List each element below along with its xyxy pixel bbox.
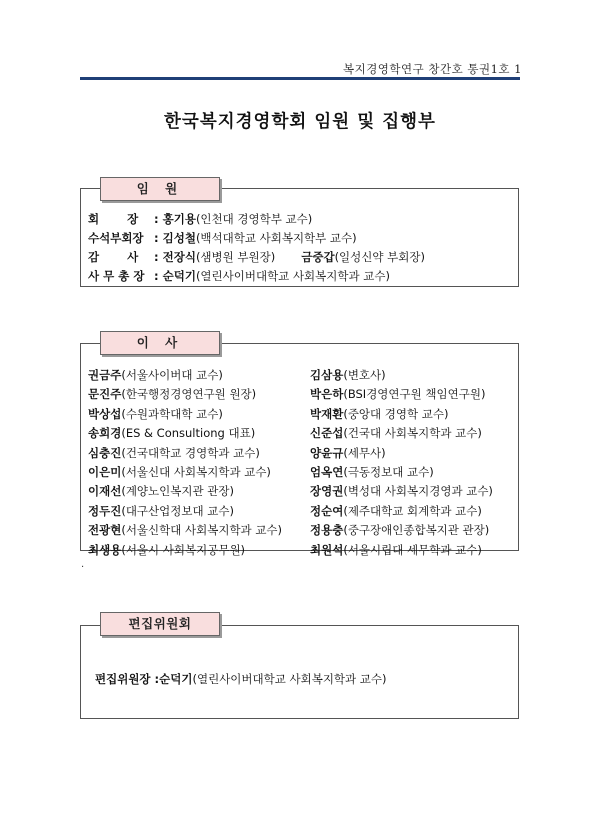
editorial-affiliation: (열린사이버대학교 사회복지학과 교수) (192, 672, 387, 686)
director-row (88, 502, 234, 520)
director-row (88, 366, 223, 384)
director-affiliation: (한국행정경영연구원 원장) (121, 387, 257, 402)
director-affiliation: (계양노인복지관 관장) (121, 484, 234, 499)
director-name: 박상섭 (88, 406, 122, 421)
editorial-label: 편집위원회 (100, 612, 220, 636)
director-row (88, 521, 282, 539)
director-affiliation: (BSI경영연구원 책임연구원) (343, 387, 486, 402)
officer-role: 감 사 (88, 250, 139, 264)
officer-affiliation: (샘병원 부원장) (195, 250, 276, 264)
director-affiliation: (서울시 사회복지공무원) (121, 542, 246, 557)
director-affiliation: (세무사) (343, 445, 386, 460)
director-row (88, 463, 271, 481)
director-name: 문진주 (88, 387, 122, 402)
officer-name: 순덕기 (162, 269, 196, 283)
header-rule (80, 77, 520, 80)
officer-row-secretary-general: 사 무 총 장 : 순덕기(열린사이버대학교 사회복지학과 교수) (88, 269, 390, 283)
director-row (88, 424, 255, 442)
director-name: 엄옥연 (310, 465, 344, 479)
director-affiliation: (제주대학교 회계학과 교수) (343, 503, 482, 518)
stray-mark: . (81, 559, 85, 570)
director-row (88, 385, 256, 403)
director-row (310, 463, 434, 481)
director-row (88, 405, 223, 423)
director-affiliation: (중구장애인종합복지관 관장) (343, 523, 490, 538)
director-affiliation: (건국대학교 경영학과 교수) (121, 445, 260, 460)
director-row (310, 541, 482, 559)
director-name: 김삼용 (310, 368, 344, 382)
director-row (310, 521, 489, 539)
director-name: 이은미 (88, 465, 122, 479)
director-affiliation: (건국대 사회복지학과 교수) (343, 426, 482, 441)
director-affiliation: (서울시립대 세무학과 교수) (343, 542, 482, 557)
director-affiliation: (중앙대 경영학 교수) (343, 406, 449, 421)
director-affiliation: (수원과학대학 교수) (121, 406, 223, 421)
officer-name: 김성철 (162, 231, 196, 245)
director-affiliation: (서울신학대 사회복지학과 교수) (121, 523, 283, 538)
director-row (88, 541, 245, 559)
officer-name-2: 금중갑 (301, 250, 335, 264)
director-name: 송희경 (88, 426, 122, 441)
director-affiliation: (서울신대 사회복지학과 교수) (121, 465, 271, 479)
director-row (310, 502, 482, 520)
director-row (310, 424, 482, 442)
director-row (88, 482, 234, 500)
director-name: 박재환 (310, 406, 344, 421)
director-name: 박은하 (310, 387, 344, 402)
director-name: 장영권 (310, 484, 344, 499)
officer-role: 회 장 (88, 212, 139, 226)
director-name: 정순여 (310, 503, 344, 518)
officers-label: 임 원 (100, 177, 220, 201)
director-affiliation: (대구산업정보대 교수) (121, 503, 234, 518)
director-name: 최원석 (310, 542, 344, 557)
editorial-name: 순덕기 (159, 672, 193, 686)
director-name: 양윤규 (310, 445, 344, 460)
director-name: 권금주 (88, 368, 122, 382)
editorial-row (95, 670, 387, 688)
officer-role: 수석부회장 (88, 231, 144, 245)
running-head: 복지경영학연구 창간호 통권1호 1 (342, 62, 522, 76)
officer-affiliation-2: (일성신약 부회장) (334, 250, 425, 264)
directors-label: 이 사 (100, 331, 220, 355)
director-affiliation: (ES & Consultiong 대표) (121, 426, 256, 441)
director-name: 정용충 (310, 523, 344, 538)
officer-affiliation: (열린사이버대학교 사회복지학과 교수) (195, 269, 390, 283)
officer-role: 사 무 총 장 (88, 269, 145, 283)
director-name: 신준섭 (310, 426, 344, 441)
director-affiliation: (서울사이버대 교수) (121, 368, 223, 382)
director-row (310, 482, 493, 500)
officer-row-auditor: 감 사 : 전장식(샘병원 부원장) 금중갑(일성신약 부회장) (88, 250, 425, 264)
officer-affiliation: (백석대학교 사회복지학부 교수) (195, 231, 357, 245)
director-affiliation: (벽성대 사회복지경영과 교수) (343, 484, 493, 499)
director-row (310, 385, 485, 403)
director-affiliation: (변호사) (343, 368, 386, 382)
director-name: 최생용 (88, 542, 122, 557)
director-name: 심충진 (88, 445, 122, 460)
director-name: 전광현 (88, 523, 122, 538)
officer-name: 전장식 (162, 250, 196, 264)
page-title: 한국복지경영학회 임원 및 집행부 (164, 112, 436, 132)
director-name: 이재선 (88, 484, 122, 499)
director-row (310, 405, 448, 423)
officer-name: 홍기용 (162, 212, 196, 226)
officer-row-president: 회 장 : 홍기용(인천대 경영학부 교수) (88, 212, 313, 226)
director-row (88, 444, 260, 462)
director-row (310, 444, 386, 462)
director-affiliation: (극동정보대 교수) (343, 465, 434, 479)
director-name: 정두진 (88, 503, 122, 518)
director-row (310, 366, 386, 384)
officer-row-vice-president: 수석부회장 : 김성철(백석대학교 사회복지학부 교수) (88, 231, 357, 245)
officer-affiliation: (인천대 경영학부 교수) (195, 212, 313, 226)
editorial-role: 편집위원장 : (95, 672, 160, 686)
